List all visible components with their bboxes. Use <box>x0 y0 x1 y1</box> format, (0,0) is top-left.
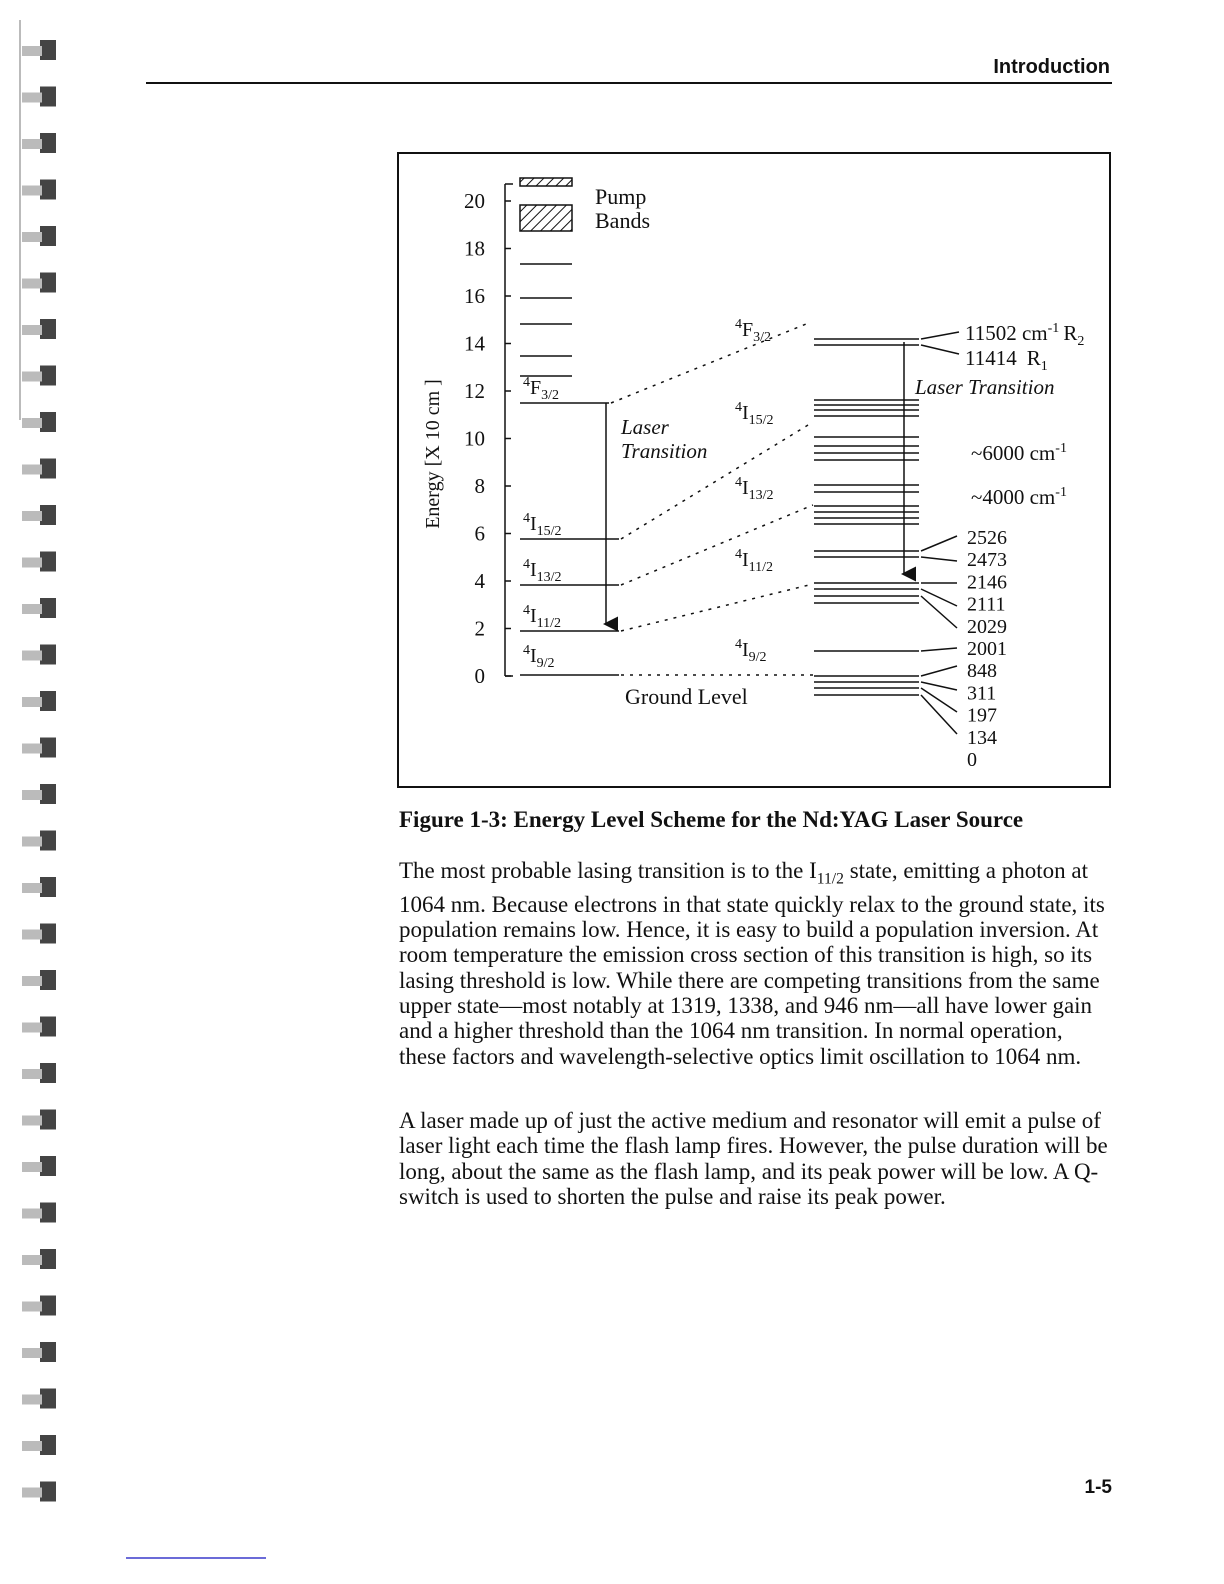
y-tick-label: 8 <box>474 474 485 498</box>
page-number: 1-5 <box>1084 1477 1112 1498</box>
y-tick-label: 10 <box>464 426 485 451</box>
binding-hole <box>22 1255 42 1265</box>
binding-ring <box>40 691 56 711</box>
y-tick-label: 14 <box>464 331 485 356</box>
middle-level-i112: $^4I_{11/2}$ <box>735 547 774 575</box>
binding-hole <box>22 976 42 986</box>
binding-ring <box>40 180 56 200</box>
paragraph-1 <box>399 858 1111 1069</box>
pump-band-hatch-small <box>520 178 572 186</box>
binding-ring <box>40 645 56 665</box>
binding-ring <box>40 831 56 851</box>
binding-ring <box>40 1389 56 1409</box>
paragraph-2: A laser made up of just the active medium and resonator will emit a pulse of laser light each time the flash lamp fires. However, the pulse duration will be long, about the same as the flash lamp, and its peak power will be low. A Q-switch is used to shorten the pulse and raise its peak power. <box>399 1108 1108 1209</box>
y-tick-label: 0 <box>474 664 485 688</box>
binding-ring <box>40 319 56 339</box>
binding-hole <box>22 232 42 242</box>
r1-label: 11414 $R_1$ <box>965 346 1048 374</box>
sublevel-value: 134 <box>967 726 997 749</box>
binding-hole <box>22 790 42 800</box>
y-axis-label: Energy [X 10 cm ] <box>422 379 444 529</box>
running-header: Introduction <box>993 56 1110 78</box>
footer-line <box>126 1557 266 1559</box>
left-level-f32: $^4F_{3/2}$ <box>523 375 560 403</box>
left-level-i112: $^4I_{11/2}$ <box>523 603 562 631</box>
binding-hole <box>22 46 42 56</box>
sublevel-value: 2111 <box>967 593 1006 616</box>
binding-hole <box>22 1395 42 1405</box>
sublevel-value: 197 <box>967 704 997 727</box>
binding-ring <box>40 273 56 293</box>
binding-hole <box>22 325 42 335</box>
y-tick-label: 12 <box>464 379 485 403</box>
pump-label-line2: Bands <box>595 208 650 233</box>
y-tick-label: 20 <box>464 189 485 213</box>
left-laser-transition-label-1: Laser <box>621 415 669 439</box>
binding-hole <box>22 1209 42 1219</box>
binding-hole <box>22 1302 42 1312</box>
left-level-i92: $^4I_{9/2}$ <box>523 643 555 671</box>
left-laser-transition-label-2: Transition <box>621 439 708 463</box>
level-connectors <box>611 322 813 675</box>
binding-hole <box>22 1162 42 1172</box>
binding-hole <box>22 1116 42 1126</box>
y-tick-label: 16 <box>464 284 485 308</box>
sublevel-value: 2029 <box>967 615 1007 638</box>
binding-ring <box>40 226 56 246</box>
sublevel-value: 2146 <box>967 571 1007 594</box>
binding-hole <box>22 930 42 940</box>
binding-hole <box>22 1069 42 1079</box>
binding-hole <box>22 744 42 754</box>
binding-ring <box>40 552 56 572</box>
binding-ring <box>40 1156 56 1176</box>
binding-hole <box>22 511 42 521</box>
paragraph-1-start: The most probable lasing transition is to the I <box>399 858 817 883</box>
sublevel-value: 2526 <box>967 527 1007 549</box>
binding-hole <box>22 604 42 614</box>
binding-ring <box>40 924 56 944</box>
binding-hole <box>22 418 42 428</box>
sublevel-value: 848 <box>967 660 997 683</box>
y-tick-label: 6 <box>474 521 485 546</box>
sublevel-value: 0 <box>967 749 977 771</box>
sublevel-value: 2001 <box>967 638 1007 660</box>
header-rule <box>146 82 1112 84</box>
y-tick-label: 18 <box>464 236 485 261</box>
band-width-4000: ~4000 $cm^{-1}$ <box>971 485 1067 509</box>
binding-ring <box>40 1017 56 1037</box>
r-line-leaders <box>921 332 959 354</box>
binding-hole <box>22 139 42 149</box>
binding-ring <box>40 40 56 60</box>
binding-hole <box>22 465 42 475</box>
binding-hole <box>22 372 42 382</box>
middle-level-i92: $^4I_{9/2}$ <box>735 637 767 665</box>
binding-hole <box>22 1488 42 1498</box>
binding-hole <box>22 558 42 568</box>
binding-ring <box>40 459 56 479</box>
r2-label: 11502 $cm^{-1}$ $R_2$ <box>965 321 1085 349</box>
value-leaders <box>921 536 957 734</box>
binding-hole <box>22 883 42 893</box>
binding-ring <box>40 738 56 758</box>
binding-hole <box>22 697 42 707</box>
binding-hole <box>22 1348 42 1358</box>
energy-level-figure <box>397 152 1111 788</box>
binding-hole <box>22 651 42 661</box>
binding-hole <box>22 837 42 847</box>
sublevel-value: 2473 <box>967 549 1007 572</box>
paragraph-1-subscript: 11/2 <box>816 870 844 888</box>
binding-ring <box>40 1110 56 1130</box>
y-tick-label: 4 <box>474 569 485 593</box>
binding-ring <box>40 412 56 432</box>
binding-ring <box>40 133 56 153</box>
middle-level-i132: $^4I_{13/2}$ <box>735 475 774 503</box>
paragraph-1-rest: state, emitting a photon at 1064 nm. Because electrons in that state quickly relax to the ground state, its population remains low. Hence, it is easy to build a population inversion. At room temperature the emission cross section of this transition is high, so its lasing threshold is low. While there are competing transitions from the same upper state—most notably at 1319, 1338, and 946 nm—all have lower gain and a higher threshold than the 1064 nm transition. In normal operation, these factors and wavelength-selective optics limit oscillation to 1064 nm. <box>399 858 1105 1069</box>
middle-level-f32: $^4F_{3/2}$ <box>735 317 772 345</box>
pump-band-hatch-large <box>520 205 572 231</box>
figure-caption: Figure 1-3: Energy Level Scheme for the Nd:YAG Laser Source <box>399 807 1024 832</box>
ground-level-label: Ground Level <box>625 684 748 709</box>
middle-level-i152: $^4I_{15/2}$ <box>735 400 774 428</box>
binding-ring <box>40 877 56 897</box>
binding-ring <box>40 1296 56 1316</box>
binding-ring <box>40 1342 56 1362</box>
binding-ring <box>40 87 56 107</box>
energy-level-diagram <box>399 154 1109 786</box>
y-tick-label: 2 <box>474 616 485 641</box>
binding-hole <box>22 93 42 103</box>
binding-ring <box>40 1063 56 1083</box>
binding-hole <box>22 279 42 289</box>
right-laser-transition-label: Laser Transition <box>915 375 1055 399</box>
sublevel-value: 311 <box>967 682 997 705</box>
binding-hole <box>22 1441 42 1451</box>
binding-ring <box>40 784 56 804</box>
binding-ring <box>40 598 56 618</box>
binding-hole <box>22 186 42 196</box>
binding-ring <box>40 970 56 990</box>
binding-ring <box>40 1482 56 1502</box>
binding-ring <box>40 505 56 525</box>
left-level-i132: $^4I_{13/2}$ <box>523 557 562 585</box>
binding-ring <box>40 366 56 386</box>
left-level-i152: $^4I_{15/2}$ <box>523 511 562 539</box>
binding-ring <box>40 1435 56 1455</box>
spiral-binding <box>0 0 80 1584</box>
band-width-6000: ~6000 $cm^{-1}$ <box>971 441 1067 465</box>
binding-ring <box>40 1249 56 1269</box>
binding-hole <box>22 1023 42 1033</box>
pump-label-line1: Pump <box>595 184 647 209</box>
binding-ring <box>40 1203 56 1223</box>
